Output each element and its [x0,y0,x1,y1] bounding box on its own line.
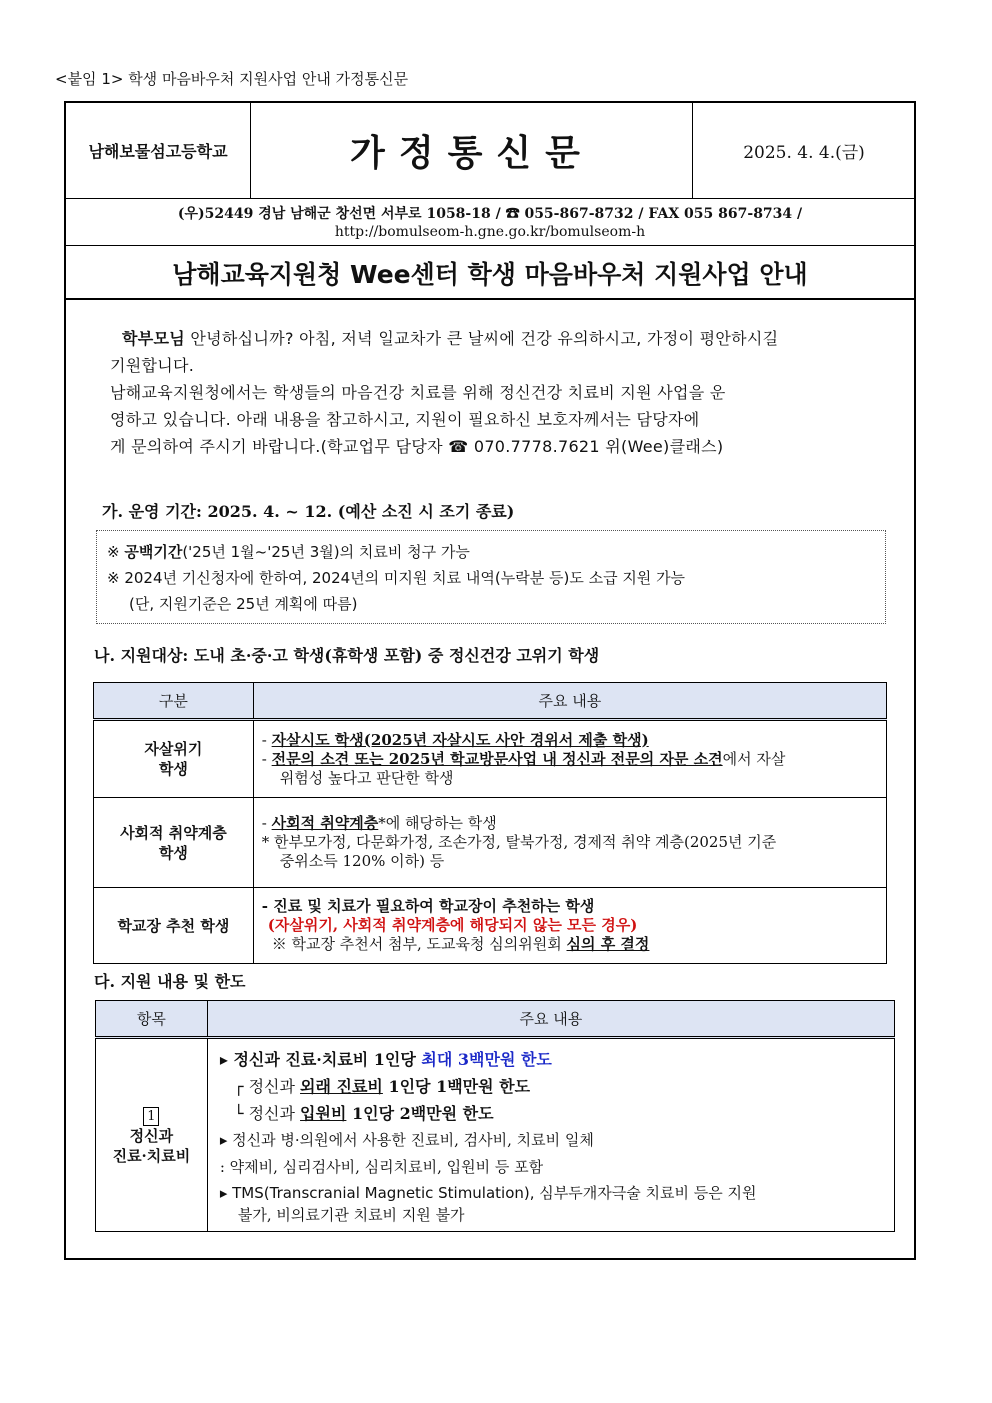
attachment-caption: <붙임 1> 학생 마음바우처 지원사업 안내 가정통신문 [55,70,409,88]
intro-line: 기원합니다. [110,356,195,375]
row-content: ▸ 정신과 진료·치료비 1인당 최대 3백만원 한도 ┌ 정신과 외래 진료비 1인당 1백만원 한도 └ 정신과 입원비 1인당 2백만원 한도 ▸ 정신과 병·의원에서 사용한 진료비, 검사비, 치료비 일체 : 약제비, 심리검사비, 심리치료비, 입원비 등 포함 ▸ TMS(Transcranial Magnetic Stimulation), 심부두개자극술 치료비 등은 지원 불가, 비의료기관 치료비 지원 불가 [207,1038,894,1232]
note-mark: ※ [107,543,125,561]
note-text: ('25년 1월~'25년 3월)의 치료비 청구 가능 [182,543,470,561]
support-target-table [93,682,887,964]
table-row [94,888,887,964]
section-da-title: 다. 지원 내용 및 한도 [94,972,246,991]
row-category: 1 정신과 진료·치료비 [96,1038,208,1232]
row-category: 자살위기 학생 [94,720,254,798]
table-row [94,798,887,888]
intro-line: 영하고 있습니다. 아래 내용을 참고하시고, 지원이 필요하신 보호자께서는 담당자에 [110,410,700,429]
note-text: ※ 2024년 기신청자에 한하여, 2024년의 미지원 치료 내역(누락분 등)도 소급 지원 가능 [107,569,686,587]
section-ga-title: 가. 운영 기간: 2025. 4. ~ 12. (예산 소진 시 조기 종료) [102,502,515,521]
item-number-box: 1 [143,1107,159,1126]
issue-date: 2025. 4. 4.(금) [743,143,865,163]
address-line: (우)52449 경남 남해군 창선면 서부로 1058-18 / ☎ 055-867-8732 / FAX 055 867-8734 / [177,206,803,222]
page-headline: 남해교육지원청 Wee센터 학생 마음바우처 지원사업 안내 [66,248,914,300]
intro-line: 남해교육지원청에서는 학생들의 마음건강 치료를 위해 정신건강 치료비 지원 사업을 운 [110,383,726,402]
newsletter-title: 가정통신문 [252,103,693,198]
period-notes-box [96,530,886,624]
row-category: 사회적 취약계층 학생 [94,798,254,888]
intro-line: 게 문의하여 주시기 바랍니다.(학교업무 담당자 ☎ 070.7778.7621 위(Wee)클래스) [110,437,724,456]
intro-line: 안녕하십니까? 아침, 저녁 일교차가 큰 날씨에 건강 유의하시고, 가정이 평안하시길 [185,329,779,348]
school-url[interactable]: http://bomulseom-h.gne.go.kr/bomulseom-h [334,224,646,240]
table-header: 구분 [94,683,254,720]
school-address [66,200,914,246]
row-content: - 진료 및 치료가 필요하여 학교장이 추천하는 학생 (자살위기, 사회적 취약계층에 해당되지 않는 모든 경우) ※ 학교장 추천서 첨부, 도교육청 심의위원회 심의 후 결정 [253,888,886,964]
table-header: 항목 [96,1001,208,1038]
row-content: - 사회적 취약계층*에 해당하는 학생 * 한부모가정, 다문화가정, 조손가정, 탈북가정, 경제적 취약 계층(2025년 기준 중위소득 120% 이하) 등 [253,798,886,888]
section-na-title: 나. 지원대상: 도내 초·중·고 학생(휴학생 포함) 중 정신건강 고위기 학생 [94,646,600,665]
table-row [94,720,887,798]
note-text: (단, 지원기준은 25년 계획에 따름) [129,595,358,613]
table-header: 주요 내용 [253,683,886,720]
support-content-table [95,1000,895,1232]
school-name: 남해보물섬고등학교 [66,103,251,198]
intro-greeting: 학부모님 [122,329,186,348]
newsletter-frame [64,101,916,1260]
table-header: 주요 내용 [207,1001,894,1038]
row-content: - 자살시도 학생(2025년 자살시도 사안 경위서 제출 학생) - 전문의 소견 또는 2025년 학교방문사업 내 정신과 전문의 자문 소견에서 자살 위험성 높다고 판단한 학생 [253,720,886,798]
note-bold: 공백기간 [124,543,183,561]
table-row [96,1038,895,1232]
intro-paragraph [110,325,870,460]
row-category: 학교장 추천 학생 [94,888,254,964]
newsletter-header [66,103,914,199]
